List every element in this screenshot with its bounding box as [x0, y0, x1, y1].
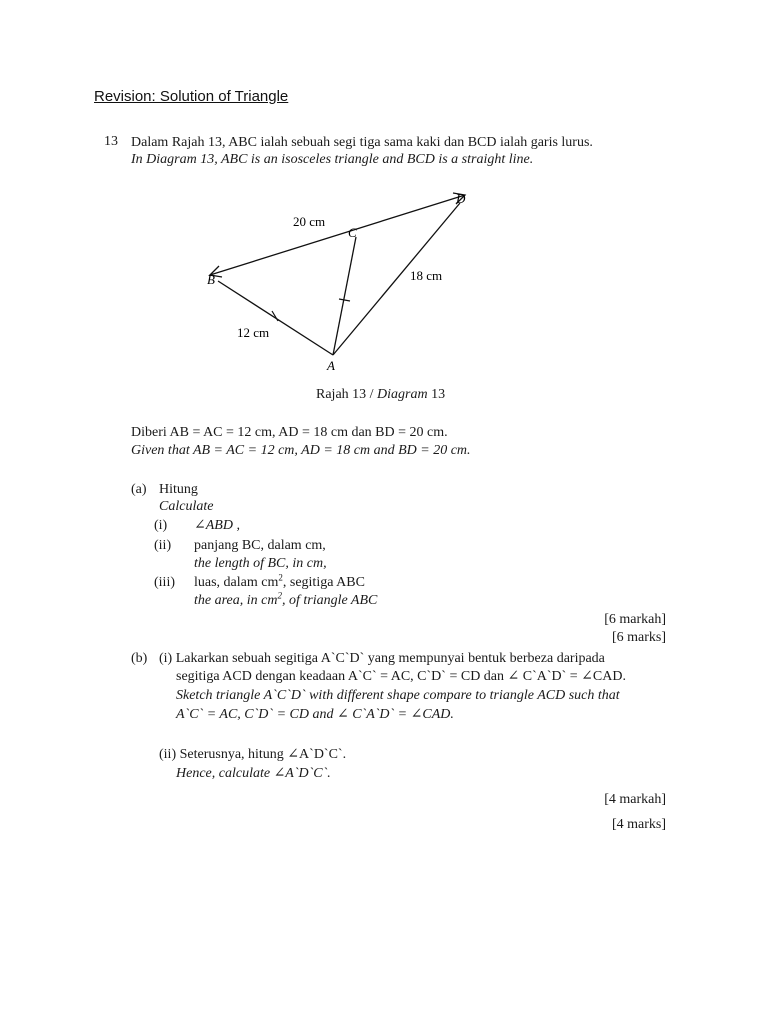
part-a-label: (a)	[131, 482, 147, 497]
label-c: C	[348, 225, 357, 240]
part-b-marks-malay: [4 markah]	[604, 792, 666, 807]
length-bd: 20 cm	[293, 214, 326, 229]
part-b-marks-english: [4 marks]	[611, 817, 666, 832]
page-heading: Revision: Solution of Triangle	[94, 88, 289, 105]
subpart-ii-malay: panjang BC, dalam cm,	[194, 538, 326, 553]
part-a-marks-malay: [6 markah]	[604, 612, 666, 627]
part-b-ii-english: Hence, calculate ∠A`D`C`.	[176, 766, 331, 781]
length-ad: 18 cm	[410, 268, 443, 283]
squared-sup: 2	[277, 590, 282, 601]
part-b-ii-malay: (ii) Seterusnya, hitung ∠A`D`C`.	[159, 747, 347, 762]
label-a: A	[327, 358, 335, 373]
subpart-i-number: (i)	[154, 518, 168, 533]
subpart-i-text: ∠ABD ,	[194, 518, 240, 533]
iii-malay-post: , segitiga ABC	[282, 575, 365, 590]
subpart-ii-number: (ii)	[154, 538, 172, 553]
given-english: Given that AB = AC = 12 cm, AD = 18 cm and BD = 20 cm.	[131, 443, 471, 458]
triangle-diagram	[190, 185, 490, 385]
part-a-instruction-malay: Hitung	[159, 482, 198, 497]
squared-sup: 2	[278, 572, 283, 583]
subpart-ii-english: the length of BC, in cm,	[194, 556, 327, 571]
part-b-label: (b)	[131, 651, 148, 666]
part-b-i-malay-1: (i) Lakarkan sebuah segitiga A`C`D` yang mempunyai bentuk berbeza daripada	[159, 651, 605, 666]
length-ab: 12 cm	[237, 325, 270, 340]
iii-english-pre: the area, in cm	[194, 593, 278, 608]
question-number: 13	[104, 134, 118, 149]
caption-english: Diagram	[377, 387, 428, 402]
part-a-marks-english: [6 marks]	[611, 630, 666, 645]
part-b-i-english-2: A`C` = AC, C`D` = CD and ∠ C`A`D` = ∠CAD.	[176, 707, 454, 722]
diagram-caption	[316, 386, 445, 404]
part-a-instruction-english: Calculate	[159, 499, 214, 514]
question-intro-malay: Dalam Rajah 13, ABC ialah sebuah segi tiga sama kaki dan BCD ialah garis lurus.	[131, 135, 593, 150]
subpart-iii-english	[194, 592, 377, 610]
label-b: B	[207, 272, 215, 287]
subpart-iii-number: (iii)	[154, 575, 175, 590]
line-bd	[210, 195, 465, 275]
question-intro-english: In Diagram 13, ABC is an isosceles triangle and BCD is a straight line.	[131, 152, 534, 167]
part-b-i-english-1: Sketch triangle A`C`D` with different shape compare to triangle ACD such that	[176, 688, 620, 703]
label-d: D	[456, 191, 466, 206]
subpart-iii-malay	[194, 574, 365, 592]
part-b-i-malay-2: segitiga ACD dengan keadaan A`C` = AC, C`D` = CD dan ∠ C`A`D` = ∠CAD.	[176, 669, 626, 684]
given-malay: Diberi AB = AC = 12 cm, AD = 18 cm dan BD = 20 cm.	[131, 425, 448, 440]
caption-malay: Rajah 13 /	[316, 387, 378, 402]
iii-malay-pre: luas, dalam cm	[194, 575, 279, 590]
caption-number: 13	[427, 387, 446, 402]
iii-english-post: , of triangle ABC	[281, 593, 378, 608]
side-ab	[218, 281, 333, 355]
side-ac	[333, 237, 356, 355]
